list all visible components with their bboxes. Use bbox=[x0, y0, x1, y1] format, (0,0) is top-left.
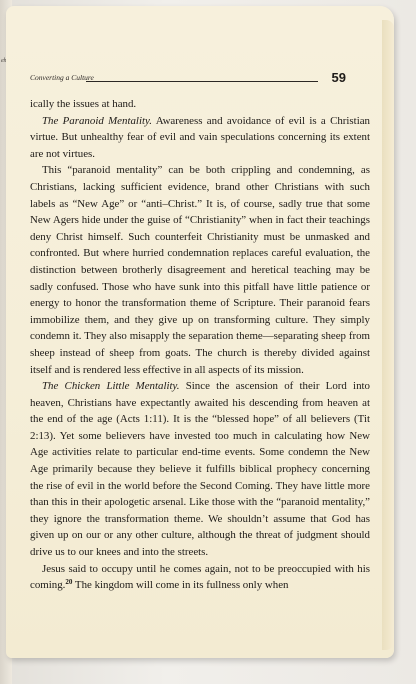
paragraph-2 bbox=[30, 113, 370, 163]
running-head-rule bbox=[86, 81, 318, 82]
body-text bbox=[30, 96, 370, 594]
section-lead: The Chicken Little Mentality. bbox=[42, 380, 180, 393]
paragraph-text: Since the ascension of their Lord into heaven, Christians have expectantly awaited his descending from heaven at the end of the age (Acts 1:11). It is the “blessed hope” of all believers (Tit 2:13). Yet some believers have invested too much in calculating how New Age activities relate to particular end-time events. Some condemn the New Age primarily because they believe it fulfills biblical prophecy concerning the rise of evil in the world before the Second Coming. They have little more than this in their apologetic arsenal. Like those with the “paranoid mentality,” they ignore the transformation theme. We shouldn’t assume that God has given up on our or any other culture, although the threat of judgment should drive us to our knees and into the streets. bbox=[30, 380, 370, 559]
paragraph-5 bbox=[30, 561, 370, 594]
paragraph-text: This “paranoid mentality” can be both crippling and condemning, as Christians, lacking sufficient evidence, brand other Christians with such labels as “New Age” or “anti–Christ.” It is, of course, sadly true that some New Agers hide under the guise of “Christianity” when in fact their teachings deny Christ himself. Such counterfeit Christianity must be unmasked and confronted. But where hurried condemnation replaces careful evaluation, the distinction between brotherly disagreement and heretical teaching may be sadly confused. Those who have sunk into this pitfall have little patience or energy to honor the transformation theme of Scripture. Their paranoid fears immobilize them, and they give up on transforming culture. They simply condemn it. They also misapply the separation theme—separating sheep from sheep instead of sheep from goats. The church is thereby divided against itself and is rendered less effective in all aspects of its mission. bbox=[30, 164, 370, 376]
paragraph-4 bbox=[30, 378, 370, 561]
page-stack-edge bbox=[382, 20, 394, 650]
running-head bbox=[30, 72, 346, 88]
paragraph-text-tail: The kingdom will come in its fullness only when bbox=[72, 579, 289, 592]
footnote-marker: 20 bbox=[65, 578, 73, 587]
running-head-title: Converting a Culture bbox=[30, 73, 94, 82]
paragraph-text: Jesus said to occupy until he comes again, not to be preoccupied with his coming. bbox=[30, 562, 370, 592]
paragraph-1 bbox=[30, 96, 370, 113]
paragraph-3 bbox=[30, 162, 370, 378]
page-number: 59 bbox=[331, 70, 346, 85]
previous-page-fragment: eh bbox=[1, 58, 7, 64]
paragraph-text: Awareness and avoidance of evil is a Christian virtue. But unhealthy fear of evil and vain speculations concerning its extent are not virtues. bbox=[30, 114, 371, 160]
section-lead: The Paranoid Mentality. bbox=[42, 114, 152, 127]
paragraph-text: ically the issues at hand. bbox=[30, 98, 137, 110]
